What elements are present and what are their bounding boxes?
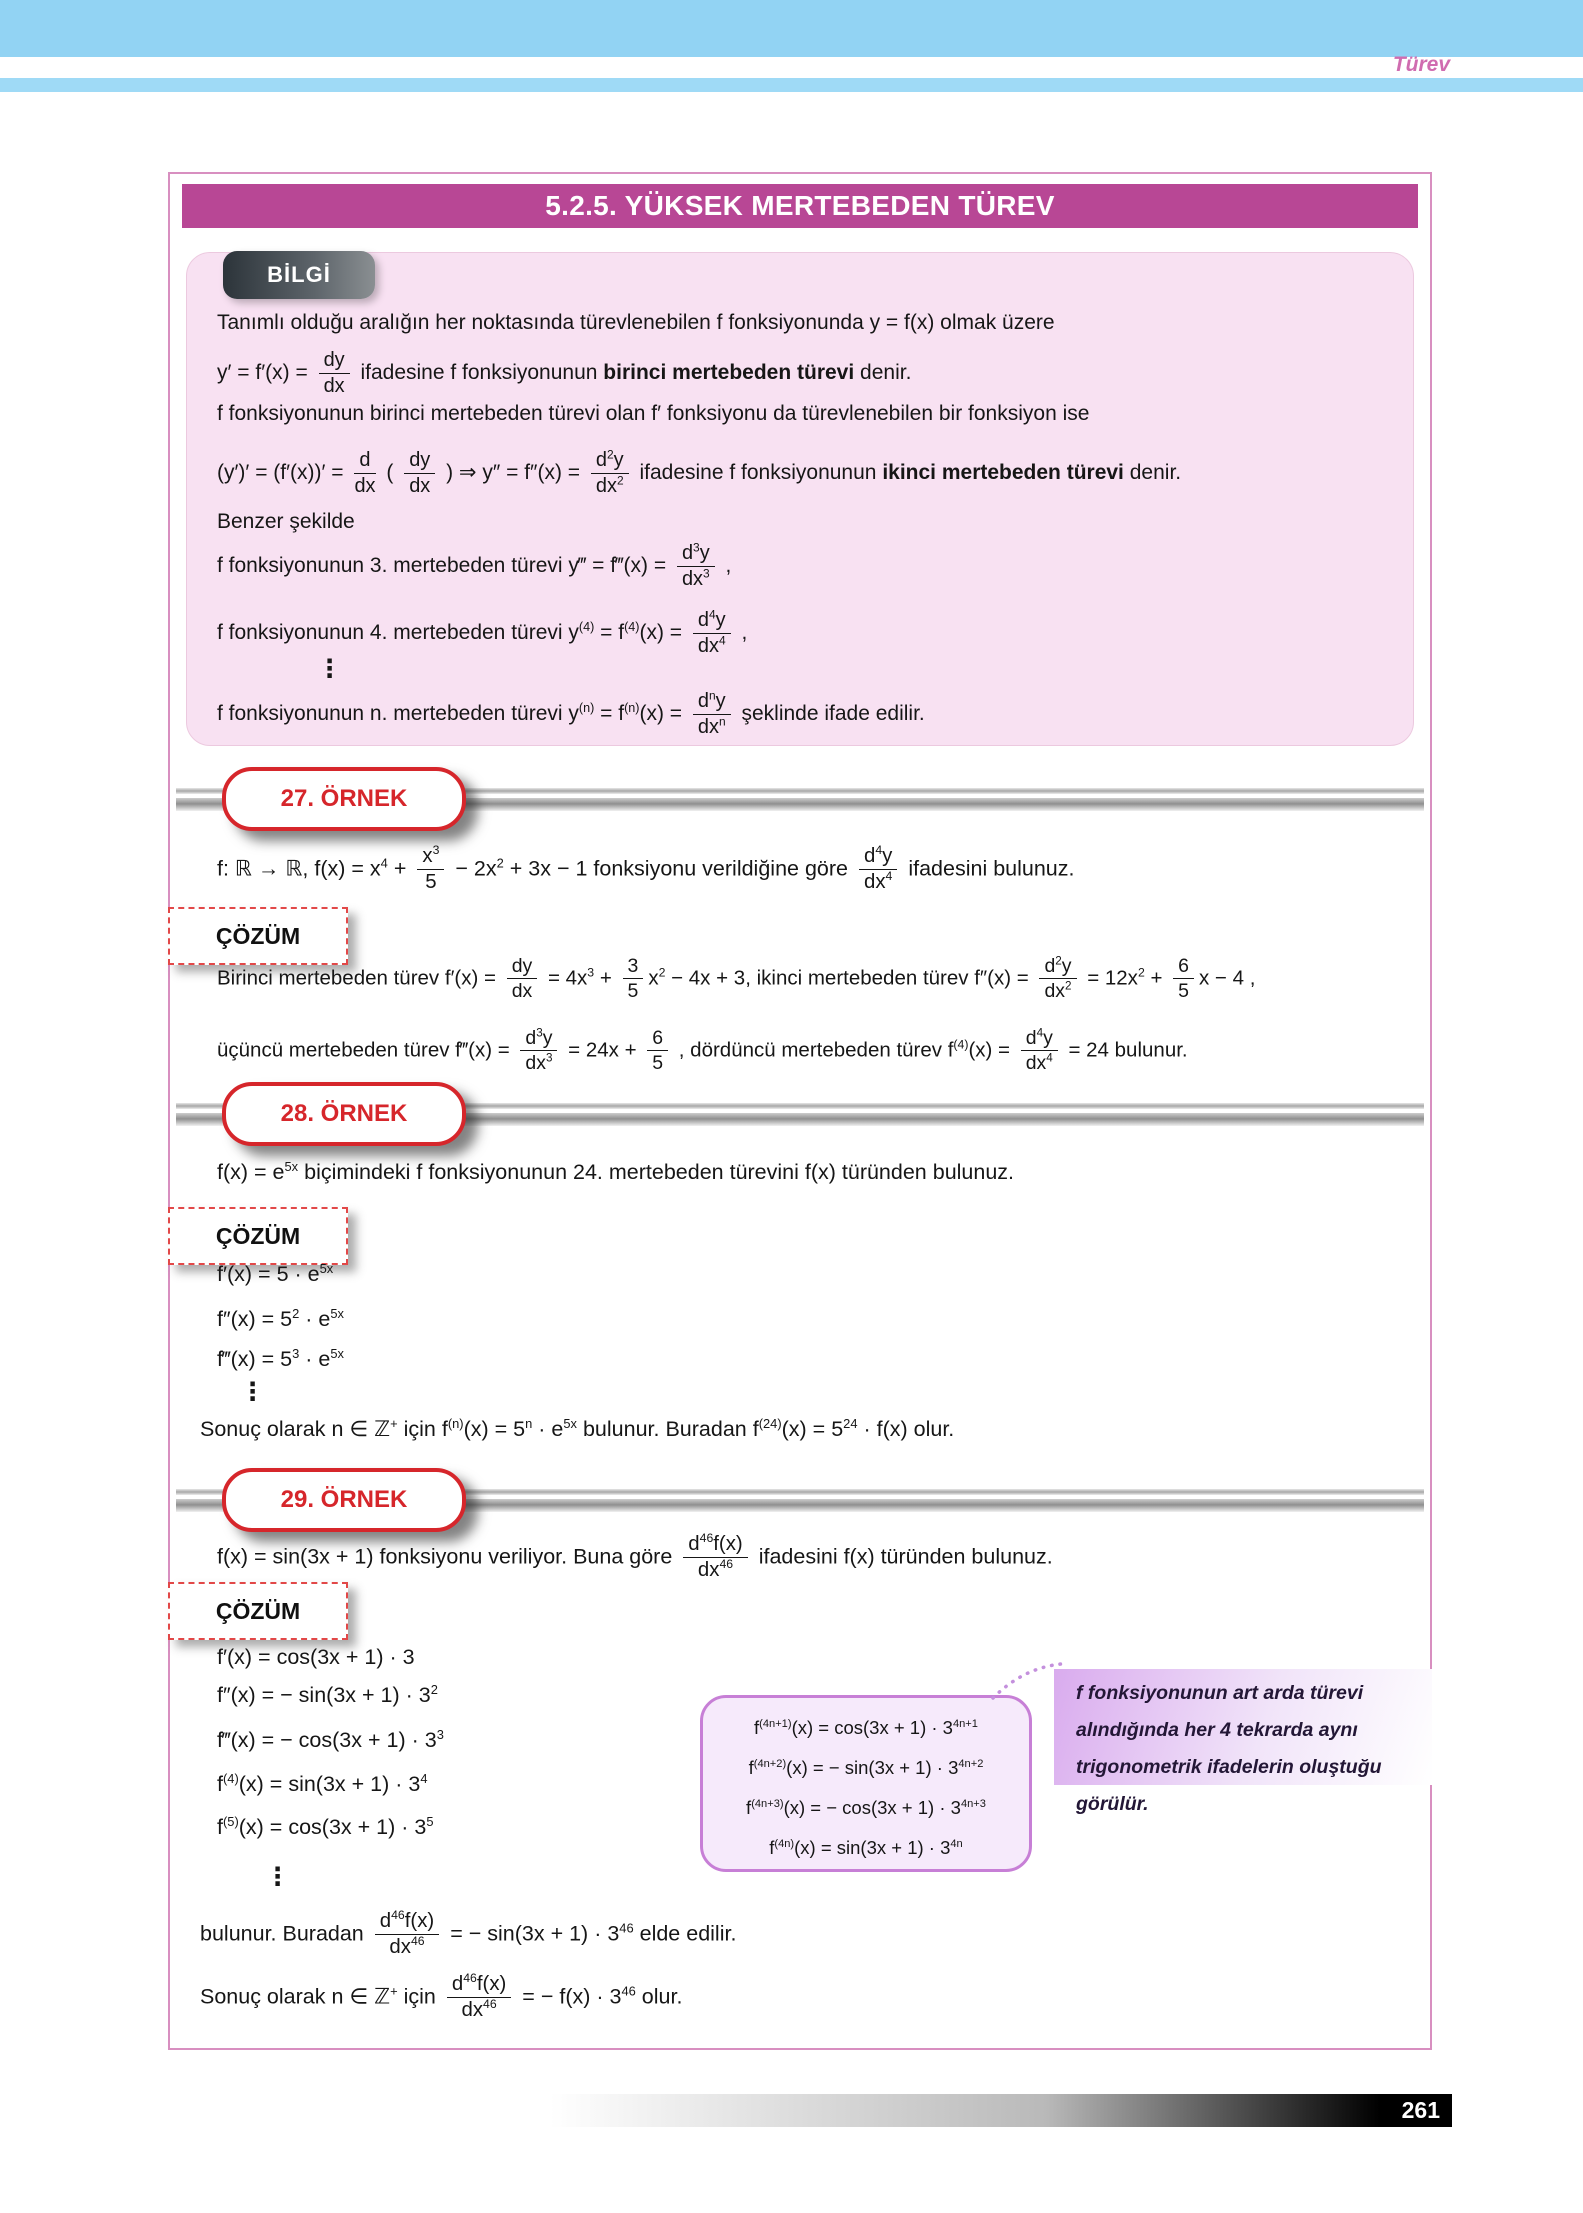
solution-line: f‴(x) = − $\cos(3x + 1) \cdot 3^3$ xyxy=(217,1726,444,1752)
chapter-label: Türev xyxy=(1392,53,1450,76)
vertical-dots: ⋮ xyxy=(317,655,342,683)
solution-line: $f^{(5)}(x) = \cos(3x + 1) \cdot 3^5$ xyxy=(217,1813,434,1839)
header-band-blue-thin xyxy=(0,78,1583,92)
bilgi-line: f fonksiyonunun birinci mertebeden türevi olan f′ fonksiyonu da türevlenebilen bir fonksiyon ise xyxy=(217,402,1090,425)
example-27-pill xyxy=(222,767,466,831)
page-number: 261 xyxy=(1401,2097,1440,2123)
solution-line: f″(x) = − $\sin(3x + 1) \cdot 3^2$ xyxy=(217,1681,438,1707)
bilgi-panel xyxy=(186,252,1414,746)
example-29-label: 29. ÖRNEK xyxy=(280,1486,408,1513)
vertical-dots: ⋮ xyxy=(265,1863,290,1891)
solution-line: f‴(x) = $5^3 \cdot e^{5x}$ xyxy=(217,1345,344,1371)
header-band-blue xyxy=(0,0,1583,57)
header-band-white xyxy=(0,57,1583,78)
bilgi-line: y′ = f′(x) = $\frac{dy}{dx}$ ifadesine f fonksiyonunun birinci mertebeden türevi denir. xyxy=(217,349,912,397)
pattern-line: $f^{(4n+2)}(x)$ = − $\sin(3x + 1) \cdot 3^{4n+2}$ xyxy=(748,1757,984,1778)
bilgi-line: f fonksiyonunun 4. mertebeden türevi $y^{(4)} = f^{(4)}(x)$ = $\frac{d^4y}{dx^4}$ , xyxy=(217,607,748,657)
footer-bar xyxy=(550,2094,1452,2127)
cozum-label: ÇÖZÜM xyxy=(215,922,301,949)
pattern-line: $f^{(4n+3)}(x)$ = − $\cos(3x + 1) \cdot 3^{4n+3}$ xyxy=(746,1797,986,1818)
cozum-label: ÇÖZÜM xyxy=(215,1222,301,1249)
example-29-pill xyxy=(222,1468,466,1532)
solution-line: $f''(x) = 5^2 \cdot e^{5x}$ xyxy=(217,1305,344,1331)
bilgi-line: (y′)′ = (f′(x))′ = $\frac{d}{dx}$ ( $\frac{dy}{dx}$ ) ⇒ y″ = f″(x) = $\frac{d^2y}{dx^2}$ ifadesine f fonksiyonunun ikinci mertebeden türevi denir. xyxy=(217,447,1182,497)
note-callout xyxy=(1054,1669,1432,1815)
pattern-box xyxy=(700,1695,1032,1872)
example-29-question: f(x) = sin(3x + 1) fonksiyonu veriliyor. Buna göre $\frac{d^{46}f(x)}{dx^{46}}$ ifadesini f(x) türünden bulunuz. xyxy=(217,1531,1053,1582)
solution-line: $f'(x) = 5 \cdot e^{5x}$ xyxy=(217,1260,334,1286)
pattern-line: $f^{(4n+1)}(x) = \cos(3x + 1) \cdot 3^{4n+1}$ xyxy=(754,1717,978,1738)
bilgi-tab xyxy=(223,251,375,299)
closing-line: Sonuç olarak n ∈ ℤ+ için $\frac{d^{46}f(x)}{dx^{46}}$ = − $f(x) \cdot 3^{46}$ olur. xyxy=(200,1971,683,2022)
content-box xyxy=(168,172,1432,2050)
section-title: 5.2.5. YÜKSEK MERTEBEDEN TÜREV xyxy=(545,190,1055,221)
example-27-header xyxy=(176,767,1424,833)
bilgi-line: f fonksiyonunun 3. mertebeden türevi y‴ = f‴(x) = $\frac{d^3y}{dx^3}$ , xyxy=(217,540,732,590)
bilgi-tab-label: BİLGİ xyxy=(267,262,331,287)
example-27-label: 27. ÖRNEK xyxy=(280,785,408,812)
solution-line: $f^{(4)}(x) = \sin(3x + 1) \cdot 3^4$ xyxy=(217,1770,428,1796)
solution-line: Sonuç olarak n ∈ ℤ+ için $f^{(n)}(x) = 5^n \cdot e^{5x}$ bulunur. Buradan $f^{(24)}(x) = 5^{24} \cdot f(x)$ olur. xyxy=(200,1415,955,1441)
example-28-question: $f(x) = e^{5x}$ biçimindeki f fonksiyonunun 24. mertebeden türevini f(x) türünden bulunuz. xyxy=(217,1158,1015,1184)
bilgi-line: Benzer şekilde xyxy=(217,510,355,533)
bilgi-line: f fonksiyonunun n. mertebeden türevi $y^{(n)} = f^{(n)}(x)$ = $\frac{d^ny}{dx^n}$ şeklinde ifade edilir. xyxy=(217,688,925,738)
cozum-label: ÇÖZÜM xyxy=(215,1597,301,1624)
solution-line: f′(x) = cos(3x + 1) · 3 xyxy=(217,1645,415,1669)
example-27-question: f: ℝ → ℝ, $f(x) = x^4$ + $\frac{x^3}{5}$ − $2x^2 + 3x - 1$ fonksiyonu verildiğine göre $\frac{d^4y}{dx^4}$ ifadesini bulunuz. xyxy=(217,843,1075,894)
closing-line: bulunur. Buradan $\frac{d^{46}f(x)}{dx^{46}}$ = − $\sin(3x + 1) \cdot 3^{46}$ elde edilir. xyxy=(200,1908,737,1959)
note-text: f fonksiyonunun art arda türevi alındığında her 4 tekrarda aynı trigonometrik ifadelerin oluştuğu görülür. xyxy=(1076,1682,1382,1815)
example-28-header xyxy=(176,1082,1424,1148)
bilgi-line: Tanımlı olduğu aralığın her noktasında türevlenebilen f fonksiyonunda y = f(x) olmak üzere xyxy=(217,311,1055,334)
vertical-dots: ⋮ xyxy=(240,1378,265,1406)
example-28-label: 28. ÖRNEK xyxy=(280,1100,408,1127)
example-28-pill xyxy=(222,1082,466,1146)
pattern-line: $f^{(4n)}(x) = \sin(3x + 1) \cdot 3^{4n}$ xyxy=(769,1837,963,1858)
solution-line: üçüncü mertebeden türev f‴(x) = $\frac{d^3y}{dx^3}$ = 24x + $\frac{6}{5}$ , dördüncü mertebeden türev $f^{(4)}(x)$ = $\frac{d^4y}{dx^4}$ = 24 bulunur. xyxy=(217,1026,1188,1075)
solution-line: Birinci mertebeden türev f′(x) = $\frac{dy}{dx}$ = $4x^3$ + $\frac{3}{5}$ $x^2 - 4x + 3$, ikinci mertebeden türev f″(x) = $\frac{d^2y}{dx^2}$ = $12x^2$ + $\frac{6}{5}$ x − 4 , xyxy=(217,954,1256,1003)
example-29-header xyxy=(176,1468,1424,1534)
section-title-bar xyxy=(182,184,1418,228)
cozum-badge-29 xyxy=(168,1582,348,1640)
